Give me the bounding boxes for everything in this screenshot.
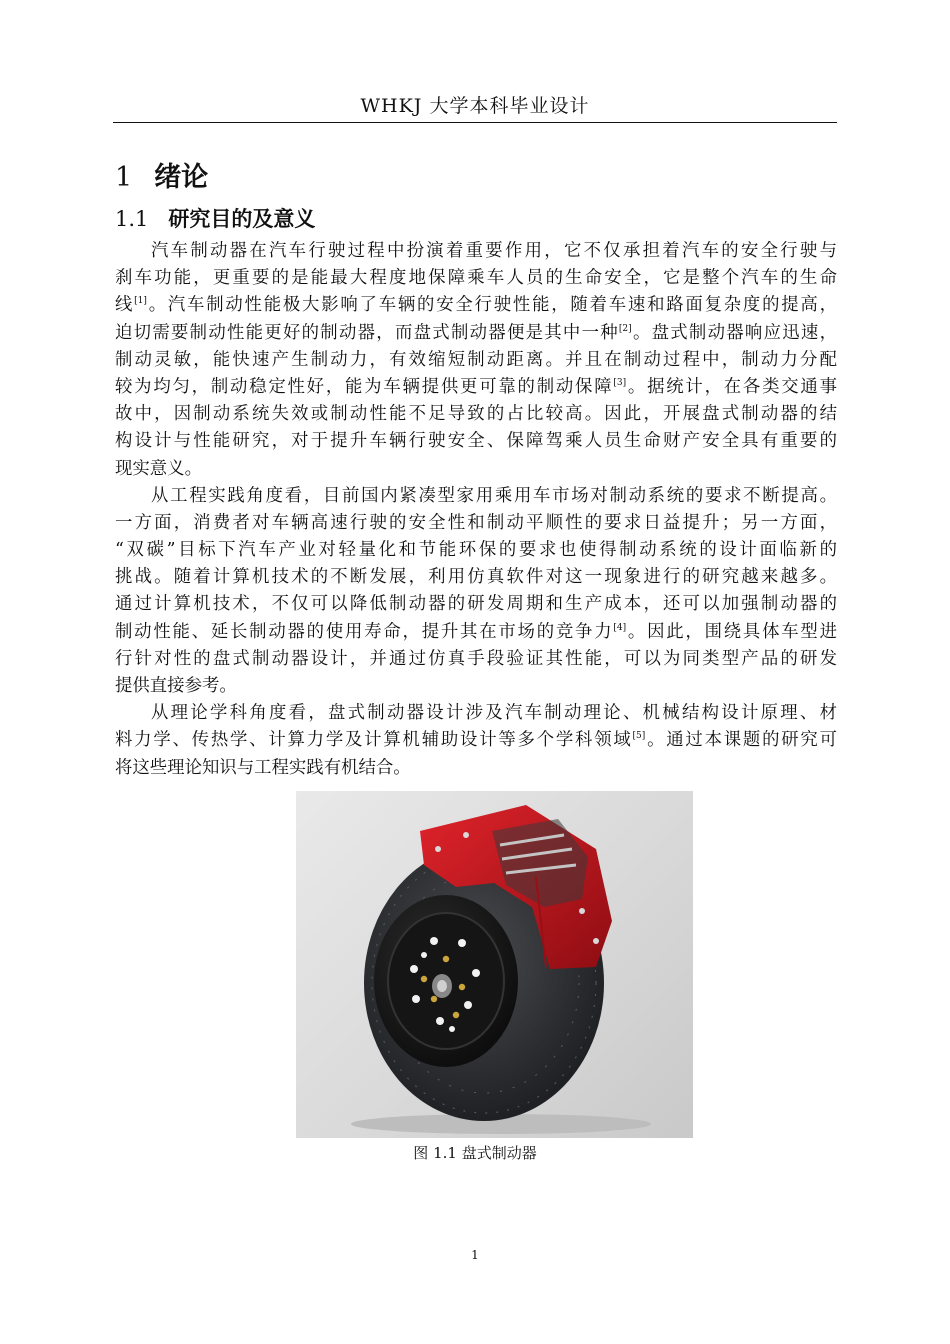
disc-brake-image (296, 791, 693, 1138)
citation-ref: [3] (613, 377, 627, 388)
text-line (115, 483, 837, 510)
text-line (115, 428, 837, 455)
line-text: 制动灵敏，能快速产生制动力，有效缩短制动距离。并且在制动过程中，制动力分配 (115, 349, 837, 370)
line-text: 提供直接参考。 (115, 676, 237, 696)
text-line (115, 401, 837, 428)
figure-caption: 图 1.1 盘式制动器 (413, 1144, 537, 1162)
text-line (115, 755, 837, 782)
text-line (115, 700, 837, 727)
line-text: 挑战。随着计算机技术的不断发展，利用仿真软件对这一现象进行的研究越来越多。 (115, 567, 837, 588)
citation-ref: [4] (613, 622, 627, 633)
line-text: 料力学、传热学、计算力学及计算机辅助设计等多个学科领域 (115, 730, 633, 751)
line-text-continued: 。据统计，在各类交通事 (626, 376, 837, 397)
text-line (115, 456, 837, 483)
text-line (115, 673, 837, 700)
line-text: 从理论学科角度看，盘式制动器设计涉及汽车制动理论、机械结构设计原理、材 (151, 703, 837, 724)
citation-ref: [1] (134, 296, 147, 307)
citation-ref: [2] (618, 323, 632, 334)
line-text: 故中，因制动系统失效或制动性能不足导致的占比较高。因此，开展盘式制动器的结 (115, 404, 837, 425)
text-line (115, 537, 837, 564)
line-text-continued: 。汽车制动性能极大影响了车辆的安全行驶性能，随着车速和路面复杂度的提高， (146, 295, 837, 316)
disc-brake-figure (296, 791, 693, 1138)
header-title: WHKJ 大学本科毕业设计 (360, 95, 590, 117)
line-text: 从工程实践角度看，目前国内紧凑型家用乘用车市场对制动系统的要求不断提高。 (151, 485, 837, 506)
chapter-number: 1 (115, 162, 133, 193)
section-title: 研究目的及意义 (168, 207, 316, 231)
line-text: 现实意义。 (115, 458, 202, 479)
line-text: 刹车功能，更重要的是能最大程度地保障乘车人员的生命安全，它是整个汽车的生命 (115, 268, 837, 289)
line-text: 行针对性的盘式制动器设计，并通过仿真手段验证其性能，可以为同类型产品的研发 (115, 648, 837, 669)
citation-ref: [5] (632, 731, 646, 742)
text-line (115, 374, 837, 401)
text-line (115, 727, 837, 754)
text-line (115, 320, 837, 347)
text-line (115, 619, 837, 646)
line-text: “双碳”目标下汽车产业对轻量化和节能环保的要求也使得制动系统的设计面临新的 (115, 540, 837, 561)
chapter-heading (115, 160, 208, 196)
text-line (115, 510, 837, 537)
line-text: 构设计与性能研究，对于提升车辆行驶安全、保障驾乘人员生命财产安全具有重要的 (115, 431, 837, 452)
line-text-continued: 。盘式制动器响应迅速， (631, 322, 837, 343)
line-text: 制动性能、延长制动器的使用寿命，提升其在市场的竞争力 (115, 621, 614, 642)
line-text: 通过计算机技术，不仅可以降低制动器的研发周期和生产成本，还可以加强制动器的 (115, 594, 837, 615)
line-text-continued: 。因此，围绕具体车型进 (626, 621, 837, 642)
line-text: 迫切需要制动性能更好的制动器，而盘式制动器便是其中一种 (115, 322, 619, 343)
text-line (115, 591, 837, 618)
section-heading (115, 203, 315, 235)
page-header (113, 92, 837, 123)
text-line (115, 646, 837, 673)
chapter-title: 绪论 (154, 162, 209, 193)
page-number: 1 (471, 1248, 479, 1262)
text-line (115, 292, 837, 319)
line-text: 线 (115, 295, 135, 316)
line-text: 汽车制动器在汽车行驶过程中扮演着重要作用，它不仅承担着汽车的安全行驶与 (151, 241, 837, 261)
line-text: 一方面，消费者对车辆高速行驶的安全性和制动平顺性的要求日益提升；另一方面， (115, 512, 837, 533)
text-line (115, 564, 837, 591)
text-line (115, 347, 837, 374)
line-text: 较为均匀，制动稳定性好，能为车辆提供更可靠的制动保障 (115, 376, 614, 397)
text-line (115, 238, 837, 265)
body-text (115, 238, 837, 782)
line-text-continued: 。通过本课题的研究可 (645, 730, 837, 751)
line-text: 将这些理论知识与工程实践有机结合。 (115, 757, 411, 778)
section-number: 1.1 (115, 207, 149, 231)
text-line (115, 265, 837, 292)
